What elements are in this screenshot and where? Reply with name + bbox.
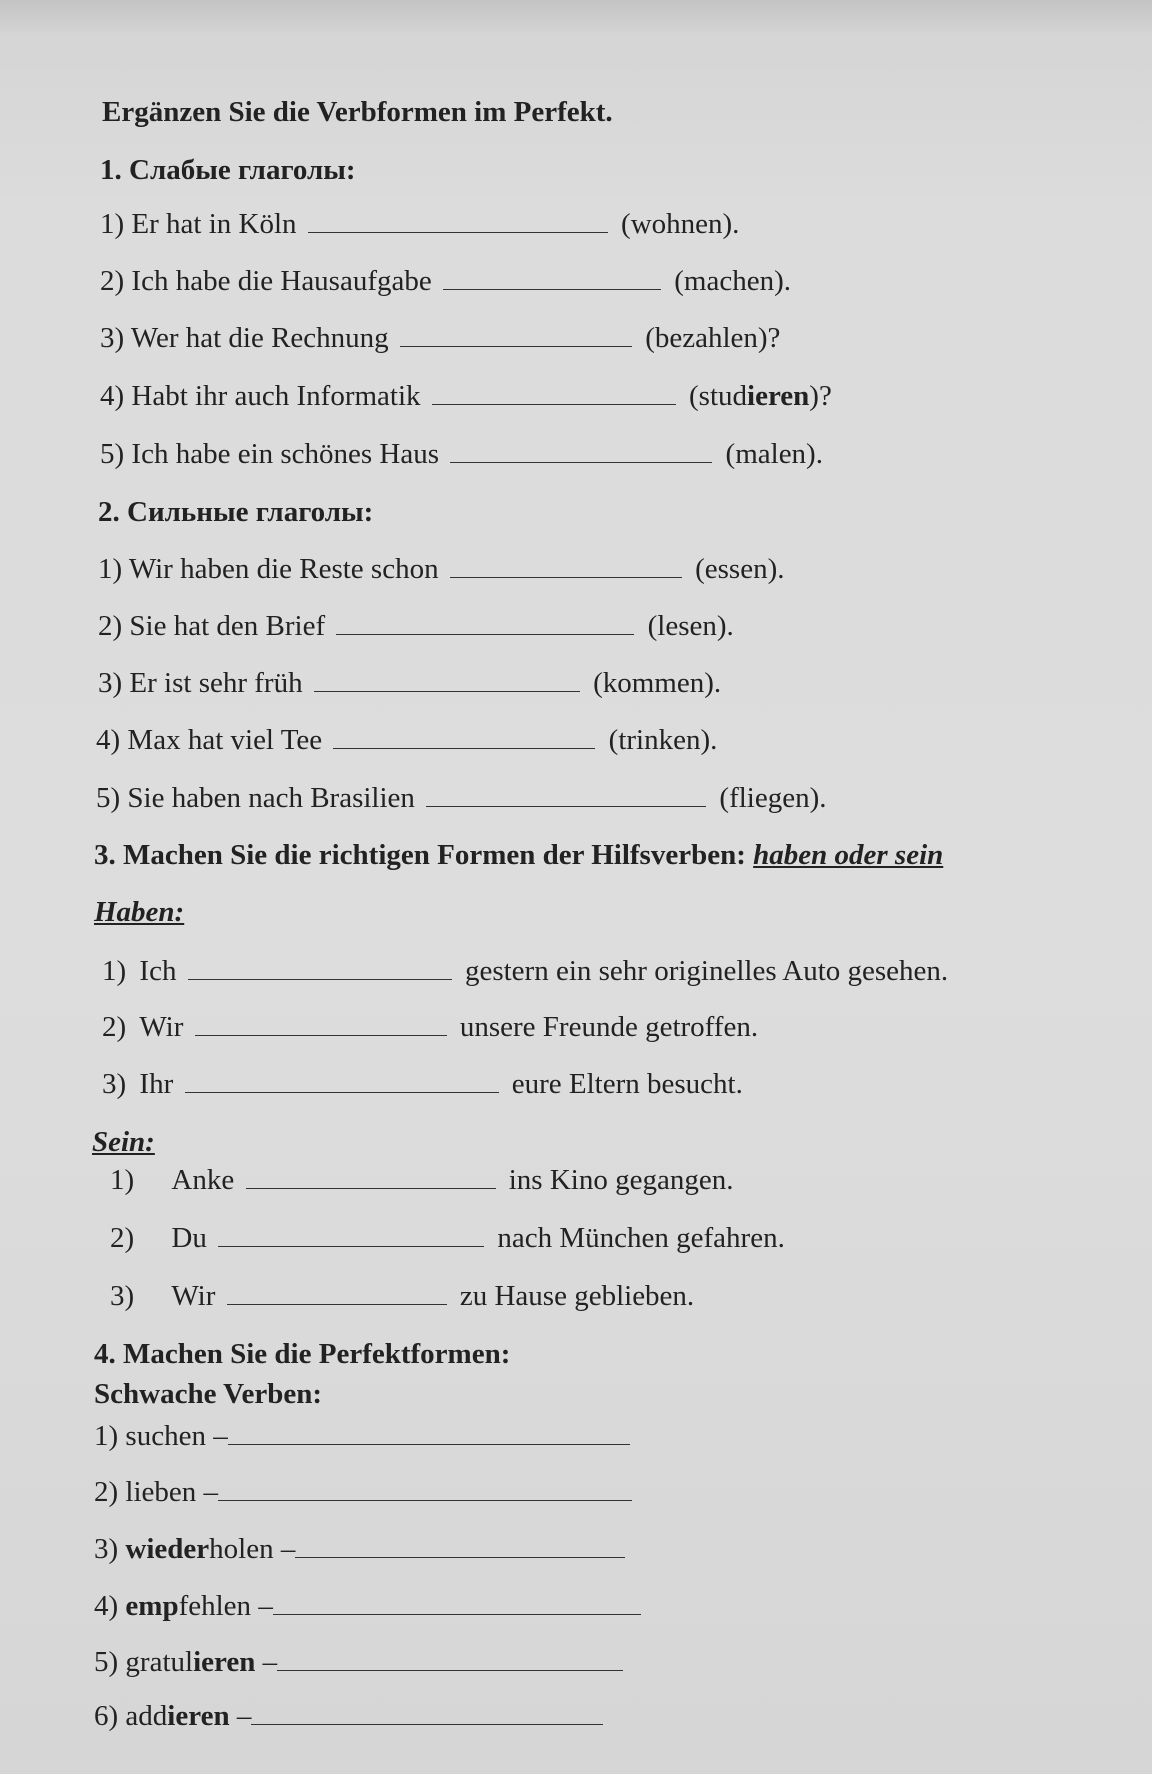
- item-hint: (fliegen).: [719, 782, 827, 814]
- answer-blank[interactable]: [336, 608, 634, 635]
- item-number: 2): [98, 610, 123, 642]
- item-number: 4): [96, 724, 121, 756]
- item-hint: (wohnen).: [621, 208, 740, 240]
- section-2-heading: 2. Сильные глаголы:: [98, 496, 374, 528]
- s4-item-5: [94, 1644, 623, 1680]
- item-number: 1): [110, 1164, 135, 1196]
- item-number: 1): [102, 955, 127, 987]
- item-verb: gratulieren: [125, 1646, 256, 1678]
- item-text: Er ist sehr früh: [129, 667, 303, 699]
- item-number: 6): [94, 1700, 119, 1732]
- answer-blank[interactable]: [450, 551, 682, 578]
- s4-item-2: [94, 1474, 632, 1510]
- item-hint: (essen).: [695, 553, 785, 585]
- worksheet-title: Ergänzen Sie die Verbformen im Perfekt.: [102, 96, 613, 128]
- s1-item-4: [100, 378, 832, 414]
- item-verb: lieben: [125, 1476, 197, 1508]
- item-rest: gestern ein sehr originelles Auto gesehen.: [464, 955, 949, 987]
- answer-blank[interactable]: [426, 780, 706, 807]
- s2-item-4: [96, 722, 717, 758]
- haben-label: Haben:: [94, 896, 185, 928]
- item-subject: Ihr: [139, 1068, 174, 1100]
- sein-item-2: [110, 1220, 785, 1256]
- answer-blank[interactable]: [188, 953, 452, 980]
- s2-item-1: [98, 551, 784, 587]
- item-text: Ich habe die Hausaufgabe: [131, 265, 432, 297]
- item-hint: (machen).: [674, 265, 791, 297]
- item-rest: nach München gefahren.: [497, 1222, 785, 1254]
- haben-item-1: [102, 953, 948, 989]
- item-number: 2): [94, 1476, 119, 1508]
- item-dash: –: [236, 1700, 252, 1732]
- item-number: 3): [110, 1280, 135, 1312]
- item-rest: eure Eltern besucht.: [511, 1068, 743, 1100]
- item-text: Sie haben nach Brasilien: [127, 782, 415, 814]
- answer-blank[interactable]: [277, 1644, 623, 1671]
- answer-blank[interactable]: [450, 436, 712, 463]
- answer-blank[interactable]: [246, 1162, 496, 1189]
- item-dash: –: [258, 1590, 273, 1622]
- s4-item-6: [94, 1698, 603, 1734]
- item-hint: (studieren)?: [689, 380, 832, 412]
- item-subject: Wir: [139, 1011, 184, 1043]
- item-subject: Wir: [171, 1280, 216, 1312]
- item-rest: zu Hause geblieben.: [459, 1280, 695, 1312]
- answer-blank[interactable]: [251, 1698, 603, 1725]
- item-verb: wiederholen: [125, 1533, 274, 1565]
- item-hint: (lesen).: [647, 610, 734, 642]
- item-number: 1): [98, 553, 123, 585]
- item-hint: (kommen).: [593, 667, 722, 699]
- answer-blank[interactable]: [314, 665, 580, 692]
- answer-blank[interactable]: [195, 1009, 447, 1036]
- answer-blank[interactable]: [218, 1474, 632, 1501]
- item-number: 2): [110, 1222, 135, 1254]
- s2-item-3: [98, 665, 721, 701]
- s4-item-4: [94, 1588, 641, 1624]
- answer-blank[interactable]: [295, 1531, 625, 1558]
- item-verb: empfehlen: [125, 1590, 252, 1622]
- item-number: 3): [102, 1068, 127, 1100]
- section-3-emphasis: haben oder sein: [753, 839, 944, 871]
- sein-item-3: [110, 1278, 694, 1314]
- section-4-heading: 4. Machen Sie die Perfektformen:: [94, 1338, 511, 1370]
- s1-item-3: [100, 320, 780, 356]
- s4-item-3: [94, 1531, 625, 1567]
- item-subject: Ich: [139, 955, 177, 987]
- sein-label: Sein:: [92, 1126, 155, 1158]
- item-number: 3): [98, 667, 123, 699]
- item-number: 2): [102, 1011, 127, 1043]
- item-dash: –: [213, 1420, 228, 1452]
- item-dash: –: [262, 1646, 278, 1678]
- section-3-heading: 3. Machen Sie die richtigen Formen der Hilfsverben: haben oder sein: [94, 839, 944, 871]
- item-text: Habt ihr auch Informatik: [131, 380, 421, 412]
- answer-blank[interactable]: [432, 378, 676, 405]
- item-hint: (trinken).: [608, 724, 718, 756]
- item-text: Max hat viel Tee: [127, 724, 323, 756]
- s4-item-1: [94, 1418, 630, 1454]
- item-rest: ins Kino gegangen.: [508, 1164, 734, 1196]
- s1-item-1: [100, 206, 739, 242]
- item-subject: Anke: [171, 1164, 235, 1196]
- item-number: 3): [100, 322, 125, 354]
- item-number: 5): [94, 1646, 119, 1678]
- item-number: 4): [100, 380, 125, 412]
- answer-blank[interactable]: [443, 263, 661, 290]
- sein-item-1: [110, 1162, 733, 1198]
- s2-item-5: [96, 780, 827, 816]
- item-text: Er hat in Köln: [131, 208, 297, 240]
- item-text: Wer hat die Rechnung: [130, 322, 389, 354]
- answer-blank[interactable]: [308, 206, 608, 233]
- item-verb: addieren: [125, 1700, 230, 1732]
- s1-item-2: [100, 263, 791, 299]
- section-1-heading: 1. Слабые глаголы:: [100, 154, 356, 186]
- section-4-subheading: Schwache Verben:: [94, 1378, 322, 1410]
- item-number: 1): [100, 208, 125, 240]
- item-number: 4): [94, 1590, 119, 1622]
- item-text: Sie hat den Brief: [129, 610, 326, 642]
- answer-blank[interactable]: [218, 1220, 484, 1247]
- haben-item-3: [102, 1066, 743, 1102]
- item-number: 2): [100, 265, 125, 297]
- answer-blank[interactable]: [185, 1066, 499, 1093]
- item-rest: unsere Freunde getroffen.: [459, 1011, 759, 1043]
- item-hint: (malen).: [725, 438, 823, 470]
- item-number: 5): [96, 782, 121, 814]
- item-number: 5): [100, 438, 125, 470]
- answer-blank[interactable]: [227, 1278, 447, 1305]
- item-dash: –: [280, 1533, 296, 1565]
- item-text: Wir haben die Reste schon: [128, 553, 439, 585]
- s1-item-5: [100, 436, 823, 472]
- item-dash: –: [203, 1476, 219, 1508]
- answer-blank[interactable]: [333, 722, 595, 749]
- item-subject: Du: [171, 1222, 207, 1254]
- item-verb: suchen: [125, 1420, 206, 1452]
- s2-item-2: [98, 608, 734, 644]
- answer-blank[interactable]: [400, 320, 632, 347]
- item-hint: (bezahlen)?: [645, 322, 781, 354]
- item-number: 1): [94, 1420, 119, 1452]
- answer-blank[interactable]: [273, 1588, 641, 1615]
- answer-blank[interactable]: [228, 1418, 630, 1445]
- haben-item-2: [102, 1009, 758, 1045]
- item-number: 3): [94, 1533, 119, 1565]
- item-text: Ich habe ein schönes Haus: [131, 438, 440, 470]
